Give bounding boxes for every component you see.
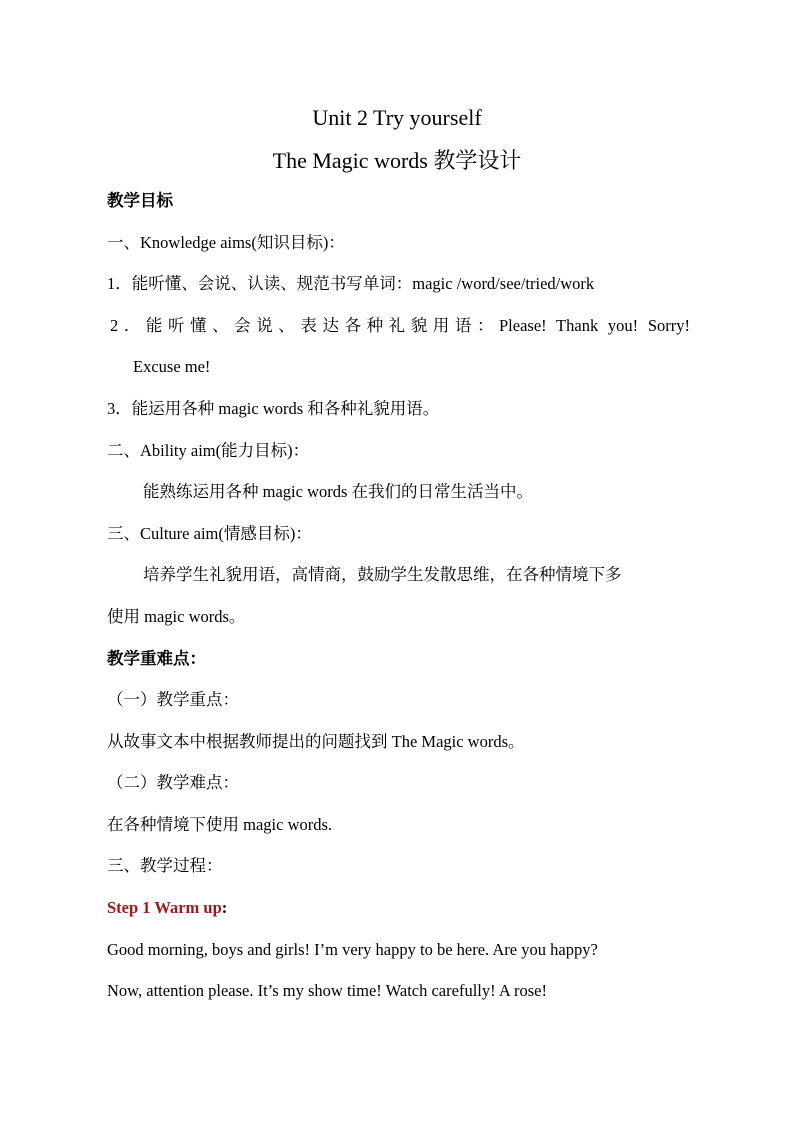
knowledge-aims-heading: 一、Knowledge aims(知识目标)： (107, 233, 345, 252)
ability-aim-text: 能熟练运用各种 magic words 在我们的日常生活当中。 (143, 482, 534, 501)
ability-aim-heading: 二、Ability aim(能力目标)： (107, 441, 310, 460)
step-1-heading (107, 897, 227, 919)
culture-aim-heading: 三、Culture aim(情感目标)： (107, 524, 312, 543)
document-subtitle: The Magic words 教学设计 (272, 148, 522, 173)
step-1-colon: : (221, 898, 228, 917)
objective-item-3: 3．能运用各种 magic words 和各种礼貌用语。 (107, 399, 440, 418)
step-1-title: Step 1 Warm up (107, 898, 222, 917)
objective-item-2: 2．能听懂、会说、表达各种礼貌用语：Please! Thank you! Sorry! (110, 316, 690, 335)
warm-up-line-2: Now, attention please. It’s my show time! Watch carefully! A rose! (107, 981, 547, 1000)
section-heading-key-points: 教学重难点： (107, 649, 206, 668)
section-heading-objectives: 教学目标 (107, 191, 173, 210)
key-point-text: 从故事文本中根据教师提出的问题找到 The Magic words。 (107, 732, 525, 751)
document-title: Unit 2 Try yourself (312, 105, 482, 130)
warm-up-line-1: Good morning, boys and girls! I’m very happy to be here. Are you happy? (107, 940, 598, 959)
teaching-process-heading: 三、教学过程： (107, 856, 223, 875)
culture-aim-text: 培养学生礼貌用语，高情商，鼓励学生发散思维，在各种情境下多 (143, 565, 622, 584)
objective-item-1: 1．能听懂、会说、认读、规范书写单词：magic /word/see/tried/work (107, 274, 595, 293)
key-point-heading: （一）教学重点： (107, 690, 239, 709)
culture-aim-text-continued: 使用 magic words。 (107, 607, 246, 626)
objective-item-2-continued: Excuse me! (133, 357, 211, 376)
difficult-point-heading: （二）教学难点： (107, 773, 239, 792)
difficult-point-text: 在各种情境下使用 magic words. (107, 815, 333, 834)
